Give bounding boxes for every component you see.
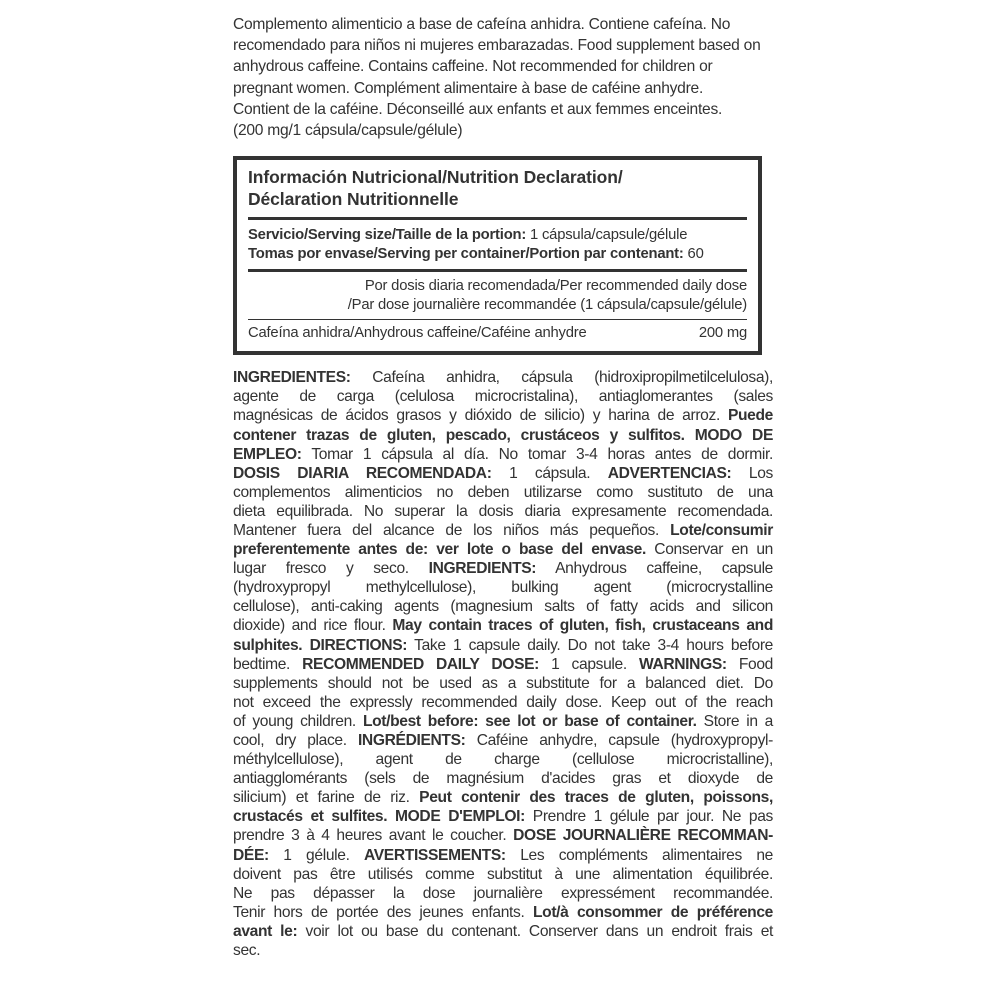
servings-per-container-label: Tomas por envase/Serving per container/Portion par contenant: (248, 246, 684, 263)
ingredients-bold-text: crustacés et sulfites. MODE D'EMPLOI: (233, 808, 525, 826)
ingredients-bold-text: DOSE JOURNALIÈRE RECOMMAN- (513, 827, 774, 845)
ingredients-bold-text: Lot/best before: see lot or base of container. (362, 712, 697, 730)
ingredients-text: doivent pas être utilisés comme substitut à une alimentation équilibrée. (233, 865, 773, 883)
ingredients-line (233, 426, 773, 445)
ingredients-bold-text: ADVERTENCIAS: (607, 464, 732, 482)
ingredients-line (233, 750, 773, 769)
ingredients-text: Store in a (696, 712, 773, 730)
ingredients-line (233, 884, 773, 903)
nutrition-facts-box (233, 156, 762, 355)
intro-paragraph (233, 14, 773, 141)
label-panel (233, 14, 773, 960)
ingredients-line (233, 788, 773, 807)
ingredients-line (233, 597, 773, 616)
ingredients-text: 1 capsule. (539, 655, 639, 673)
ingredients-line (233, 865, 773, 884)
ingredients-line (233, 922, 773, 941)
ingredients-text: méthylcellulose), agent de charge (cellulose microcristalline), (233, 751, 773, 769)
serving-size-value: 1 cápsula/capsule/gélule (526, 227, 688, 244)
ingredients-line (233, 941, 773, 960)
ingredients-text: Cafeína anhidra, cápsula (hidroxipropilmetilcelulosa), (350, 369, 773, 387)
ingredients-text: cellulose), anti-caking agents (magnesium salts of fatty acids and silicon (233, 598, 773, 616)
nutrient-amount: 200 mg (698, 325, 747, 342)
ingredients-line (233, 674, 773, 693)
ingredients-text: Tomar 1 cápsula al día. No tomar 3-4 horas antes de dormir. (301, 445, 773, 463)
ingredients-bold-text: Lot/à consommer de préférence (532, 903, 773, 921)
ingredients-text: lugar fresco y seco. (233, 560, 429, 578)
servings-per-container-row (248, 245, 747, 264)
ingredients-bold-text: DÉE: (233, 846, 269, 864)
ingredients-bold-text: contener trazas de gluten, pescado, crustáceos y sulfitos. MODO DE (233, 426, 773, 444)
ingredients-line (233, 540, 773, 559)
ingredients-text: of young children. (233, 712, 363, 730)
ingredients-text: (hydroxypropyl methylcellulose), bulking agent (microcrystalline (233, 579, 773, 597)
intro-line: (200 mg/1 cápsula/capsule/gélule) (233, 122, 463, 140)
ingredients-line (233, 846, 773, 865)
ingredients-line (233, 693, 773, 712)
ingredients-line (233, 769, 773, 788)
ingredients-bold-text: RECOMMENDED DAILY DOSE: (302, 655, 540, 673)
ingredients-line (233, 578, 773, 597)
ingredients-text: magnésicas de ácidos grasos y dióxido de silicio) y harina de arroz. (233, 407, 728, 425)
serving-info (248, 220, 747, 272)
ingredients-text: Los (731, 464, 774, 482)
ingredients-bold-text: INGREDIENTES: (233, 369, 351, 387)
per-dose-line1: Por dosis diaria recomendada/Per recommended daily dose (364, 278, 747, 295)
ingredients-text: complementos alimenticios no deben utilizarse como sustituto de una (233, 483, 773, 501)
nutrient-row (248, 320, 747, 345)
ingredients-bold-text: DOSIS DIARIA RECOMENDADA: (233, 464, 492, 482)
ingredients-bold-text: AVERTISSEMENTS: (364, 846, 506, 864)
ingredients-bold-text: INGRÉDIENTS: (357, 732, 466, 749)
ingredients-bold-text: May contain traces of gluten, fish, crustaceans and (392, 617, 773, 635)
ingredients-line (233, 483, 773, 502)
ingredients-line (233, 826, 773, 845)
servings-per-container-value: 60 (683, 246, 704, 263)
ingredients-line (233, 559, 773, 578)
ingredients-text: silicium) et farine de riz. (233, 789, 420, 807)
ingredients-bold-text: sulphites. DIRECTIONS: (233, 636, 408, 654)
ingredients-text: Ne pas dépasser la dose journalière expressément recommandée. (233, 884, 773, 902)
ingredients-line (233, 712, 773, 731)
ingredients-line (233, 903, 773, 922)
ingredients-paragraph (233, 368, 773, 960)
ingredients-text: antiagglomérants (sels de magnésium d'acides gras et dioxyde de (233, 770, 773, 788)
ingredients-text: not exceed the expressly recommended daily dose. Keep out of the reach (233, 693, 773, 711)
ingredients-bold-text: Puede (727, 407, 773, 425)
ingredients-line (233, 807, 773, 826)
intro-line: recomendado para niños ni mujeres embarazadas. Food supplement based on (233, 37, 761, 55)
ingredients-text: cool, dry place. (233, 732, 358, 749)
ingredients-text: prendre 3 à 4 heures avant le coucher. (233, 827, 514, 845)
per-dose-line2: /Par dose journalière recommandée (1 cápsula/capsule/gélule) (347, 297, 747, 314)
ingredients-bold-text: Peut contenir des traces de gluten, poissons, (419, 789, 773, 807)
per-daily-dose-header (248, 272, 747, 320)
nutrition-title-line2: Déclaration Nutritionnelle (248, 189, 459, 210)
ingredients-text: 1 gélule. (268, 846, 364, 864)
ingredients-text: Prendre 1 gélule par jour. Ne pas (524, 808, 773, 826)
ingredients-bold-text: avant le: (233, 922, 298, 940)
ingredients-bold-text: Lote/consumir (670, 521, 773, 539)
ingredients-text: Food (726, 655, 773, 673)
intro-line: Contient de la caféine. Déconseillé aux enfants et aux femmes enceintes. (233, 100, 723, 118)
ingredients-line (233, 406, 773, 425)
ingredients-text: voir lot ou base du contenant. Conserver dans un endroit frais et (297, 922, 773, 940)
intro-line: Complemento alimenticio a base de cafeína anhidra. Contiene cafeína. No (233, 16, 731, 33)
ingredients-text: agente de carga (celulosa microcristalina), antiaglomerantes (sales (233, 388, 773, 406)
ingredients-text: supplements should not be used as a substitute for a balanced diet. Do (233, 674, 773, 692)
ingredients-text: Les compléments alimentaires ne (505, 846, 773, 864)
ingredients-text: Tenir hors de portée des jeunes enfants. (233, 903, 533, 921)
ingredients-text: 1 cápsula. (491, 464, 608, 482)
ingredients-bold-text: INGREDIENTS: (428, 560, 537, 578)
ingredients-text: sec. (233, 942, 261, 960)
ingredients-line (233, 387, 773, 406)
ingredients-text: Take 1 capsule daily. Do not take 3-4 hours before (407, 636, 773, 654)
nutrition-title-line1: Información Nutricional/Nutrition Declaration/ (248, 167, 623, 188)
ingredients-text: dieta equilibrada. No superar la dosis diaria expresamente recomendada. (233, 502, 773, 520)
ingredients-bold-text: EMPLEO: (233, 445, 302, 463)
nutrition-title (248, 166, 747, 220)
ingredients-text: Mantener fuera del alcance de los niños más pequeños. (233, 521, 671, 539)
ingredients-line (233, 731, 773, 750)
serving-size-row (248, 226, 747, 245)
ingredients-line (233, 616, 773, 635)
ingredients-line (233, 368, 773, 387)
ingredients-text: Anhydrous caffeine, capsule (536, 560, 774, 578)
ingredients-text: Conservar en un (646, 541, 773, 559)
serving-size-label: Servicio/Serving size/Taille de la portion: (248, 227, 527, 244)
ingredients-line (233, 521, 773, 540)
intro-line: anhydrous caffeine. Contains caffeine. Not recommended for children or (233, 58, 713, 76)
ingredients-line (233, 464, 773, 483)
ingredients-line (233, 636, 773, 655)
ingredients-bold-text: WARNINGS: (638, 655, 727, 673)
ingredients-line (233, 655, 773, 674)
ingredients-text: bedtime. (233, 655, 303, 673)
nutrient-name: Cafeína anhidra/Anhydrous caffeine/Caféine anhydre (248, 325, 587, 342)
ingredients-text: dioxide) and rice flour. (233, 617, 393, 635)
intro-line: pregnant women. Complément alimentaire à base de caféine anhydre. (233, 79, 704, 97)
ingredients-text: Caféine anhydre, capsule (hydroxypropyl- (465, 732, 774, 749)
ingredients-line (233, 502, 773, 521)
ingredients-line (233, 445, 773, 464)
ingredients-bold-text: preferentemente antes de: ver lote o base del envase. (233, 541, 646, 559)
